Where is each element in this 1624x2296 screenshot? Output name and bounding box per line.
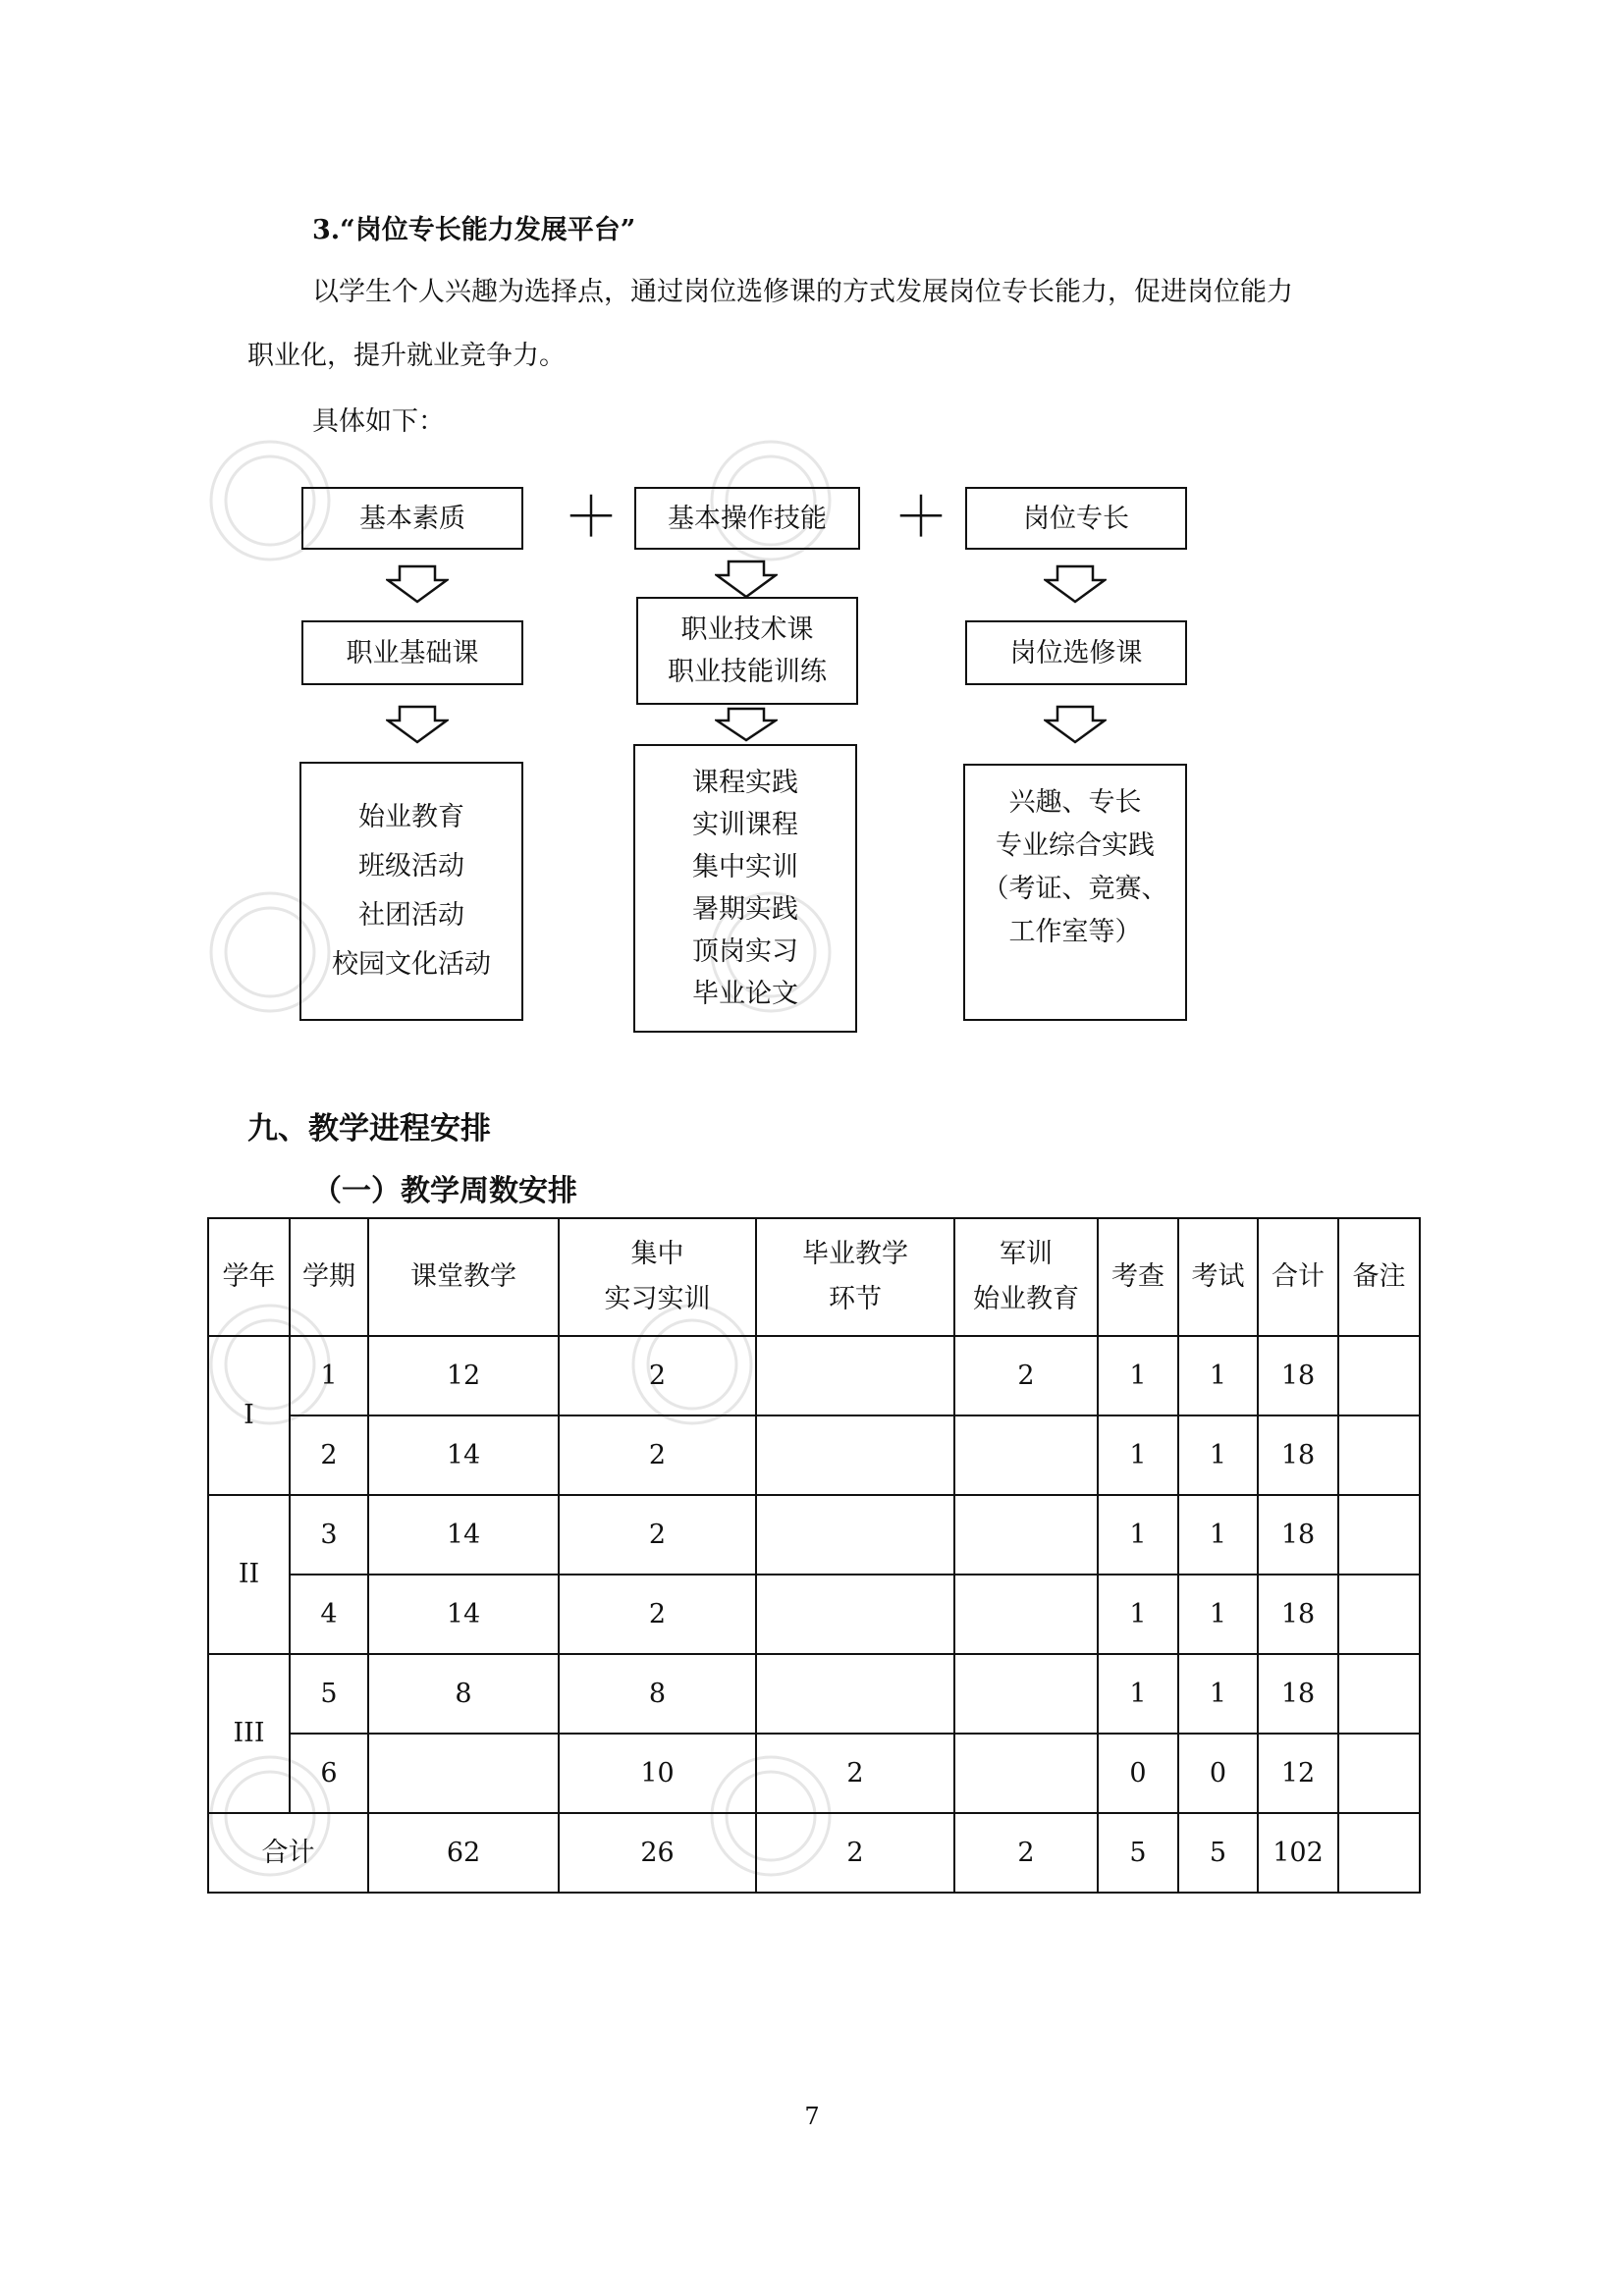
cell <box>756 1495 954 1575</box>
cell: 8 <box>368 1654 559 1734</box>
table-header-row <box>208 1218 1420 1336</box>
term-cell: 4 <box>290 1575 368 1654</box>
box-post-specialty <box>965 487 1187 550</box>
cell: 2 <box>559 1575 756 1654</box>
list-item: 专业综合实践 <box>996 830 1155 861</box>
table-row <box>208 1734 1420 1813</box>
plus-icon: ＋ <box>893 486 948 550</box>
box-basic-operation-skill <box>634 487 860 550</box>
box-interest-practice-list <box>963 764 1187 1021</box>
list-item: （考证、竞赛、 <box>982 874 1168 904</box>
list-item: 暑期实践 <box>692 894 798 925</box>
cell: 0 <box>1098 1734 1178 1813</box>
cell <box>1338 1415 1420 1495</box>
column-header: 学期 <box>290 1218 368 1336</box>
list-item: 课程实践 <box>692 768 798 798</box>
down-arrow-icon <box>1044 564 1107 604</box>
cell: 2 <box>559 1495 756 1575</box>
cell: 8 <box>559 1654 756 1734</box>
cell: 1 <box>1098 1336 1178 1415</box>
cell: 10 <box>559 1734 756 1813</box>
box-label: 职业技术课 <box>680 614 814 645</box>
cell: 2 <box>756 1813 954 1893</box>
cell: 18 <box>1258 1495 1338 1575</box>
column-header: 考查 <box>1098 1218 1178 1336</box>
cell <box>1338 1813 1420 1893</box>
table-row <box>208 1654 1420 1734</box>
cell: 1 <box>1098 1575 1178 1654</box>
term-cell: 3 <box>290 1495 368 1575</box>
box-practice-list <box>633 744 857 1033</box>
table-total-row <box>208 1813 1420 1893</box>
list-item: 始业教育 <box>358 802 464 832</box>
cell <box>756 1336 954 1415</box>
cell: 102 <box>1258 1813 1338 1893</box>
cell <box>368 1734 559 1813</box>
cell: 2 <box>954 1813 1098 1893</box>
table-row <box>208 1415 1420 1495</box>
box-label: 职业基础课 <box>346 637 479 668</box>
cell: 12 <box>368 1336 559 1415</box>
cell: 1 <box>1098 1415 1178 1495</box>
cell: 14 <box>368 1575 559 1654</box>
cell: 1 <box>1098 1654 1178 1734</box>
list-item: 班级活动 <box>358 851 464 881</box>
cell <box>954 1495 1098 1575</box>
column-header: 合计 <box>1258 1218 1338 1336</box>
term-cell: 5 <box>290 1654 368 1734</box>
column-header: 学年 <box>208 1218 290 1336</box>
box-vocational-tech-course <box>636 597 858 705</box>
cell <box>954 1654 1098 1734</box>
cell: 0 <box>1178 1734 1258 1813</box>
cell <box>756 1575 954 1654</box>
cell: 1 <box>1178 1654 1258 1734</box>
down-arrow-icon <box>386 564 449 604</box>
paragraph-line-2: 职业化，提升就业竞争力。 <box>247 341 566 371</box>
cell: 1 <box>1178 1336 1258 1415</box>
box-label: 岗位专长 <box>1023 503 1129 534</box>
cell: 1 <box>1178 1415 1258 1495</box>
list-item: 毕业论文 <box>692 979 798 1009</box>
cell: 18 <box>1258 1415 1338 1495</box>
table-row <box>208 1575 1420 1654</box>
cell: 18 <box>1258 1336 1338 1415</box>
term-cell: 2 <box>290 1415 368 1495</box>
year-cell: I <box>208 1336 290 1495</box>
list-item: 工作室等） <box>1008 917 1142 947</box>
column-header: 考试 <box>1178 1218 1258 1336</box>
box-activities-list <box>299 762 523 1021</box>
term-cell: 6 <box>290 1734 368 1813</box>
list-item: 实训课程 <box>692 810 798 840</box>
cell: 1 <box>1098 1495 1178 1575</box>
cell: 2 <box>756 1734 954 1813</box>
column-header: 毕业教学 环节 <box>756 1218 954 1336</box>
box-post-elective-course <box>965 620 1187 685</box>
column-header: 军训 始业教育 <box>954 1218 1098 1336</box>
term-cell: 1 <box>290 1336 368 1415</box>
cell: 14 <box>368 1495 559 1575</box>
cell <box>1338 1575 1420 1654</box>
down-arrow-icon <box>715 707 778 742</box>
year-cell: III <box>208 1654 290 1813</box>
box-label: 岗位选修课 <box>1009 637 1143 668</box>
table-row <box>208 1495 1420 1575</box>
section-title: 3.“岗位专长能力发展平台” <box>312 215 636 245</box>
year-cell: II <box>208 1495 290 1654</box>
box-basic-quality <box>301 487 523 550</box>
down-arrow-icon <box>715 560 778 599</box>
box-label: 基本素质 <box>359 503 465 534</box>
cell: 18 <box>1258 1654 1338 1734</box>
paragraph-line-3: 具体如下： <box>312 406 445 437</box>
list-item: 社团活动 <box>358 900 464 931</box>
cell: 2 <box>559 1336 756 1415</box>
cell <box>954 1575 1098 1654</box>
cell <box>1338 1336 1420 1415</box>
list-item: 顶岗实习 <box>692 936 798 967</box>
cell: 1 <box>1178 1575 1258 1654</box>
cell: 62 <box>368 1813 559 1893</box>
box-label: 职业技能训练 <box>668 657 827 687</box>
section-subheading: （一）教学周数安排 <box>312 1174 577 1208</box>
column-header: 课堂教学 <box>368 1218 559 1336</box>
cell <box>1338 1734 1420 1813</box>
list-item: 集中实训 <box>692 852 798 882</box>
plus-icon: ＋ <box>564 486 619 550</box>
section-heading: 九、教学进程安排 <box>247 1111 491 1147</box>
down-arrow-icon <box>1044 705 1107 744</box>
list-item: 兴趣、专长 <box>1008 787 1142 818</box>
cell <box>756 1654 954 1734</box>
cell: 2 <box>559 1415 756 1495</box>
teaching-weeks-table <box>207 1217 1421 1894</box>
cell: 14 <box>368 1415 559 1495</box>
cell: 2 <box>954 1336 1098 1415</box>
cell <box>954 1734 1098 1813</box>
box-label: 基本操作技能 <box>668 503 827 534</box>
cell <box>1338 1495 1420 1575</box>
cell: 12 <box>1258 1734 1338 1813</box>
cell: 1 <box>1178 1495 1258 1575</box>
table-row <box>208 1336 1420 1415</box>
cell <box>1338 1654 1420 1734</box>
paragraph-line-1: 以学生个人兴趣为选择点，通过岗位选修课的方式发展岗位专长能力，促进岗位能力 <box>312 277 1293 307</box>
list-item: 校园文化活动 <box>332 949 491 980</box>
column-header: 备注 <box>1338 1218 1420 1336</box>
cell: 18 <box>1258 1575 1338 1654</box>
cell <box>756 1415 954 1495</box>
cell <box>954 1415 1098 1495</box>
cell: 5 <box>1098 1813 1178 1893</box>
total-label: 合计 <box>208 1813 368 1893</box>
column-header: 集中 实习实训 <box>559 1218 756 1336</box>
cell: 26 <box>559 1813 756 1893</box>
cell: 5 <box>1178 1813 1258 1893</box>
box-vocational-basic-course <box>301 620 523 685</box>
page-number: 7 <box>804 2103 820 2130</box>
down-arrow-icon <box>386 705 449 744</box>
